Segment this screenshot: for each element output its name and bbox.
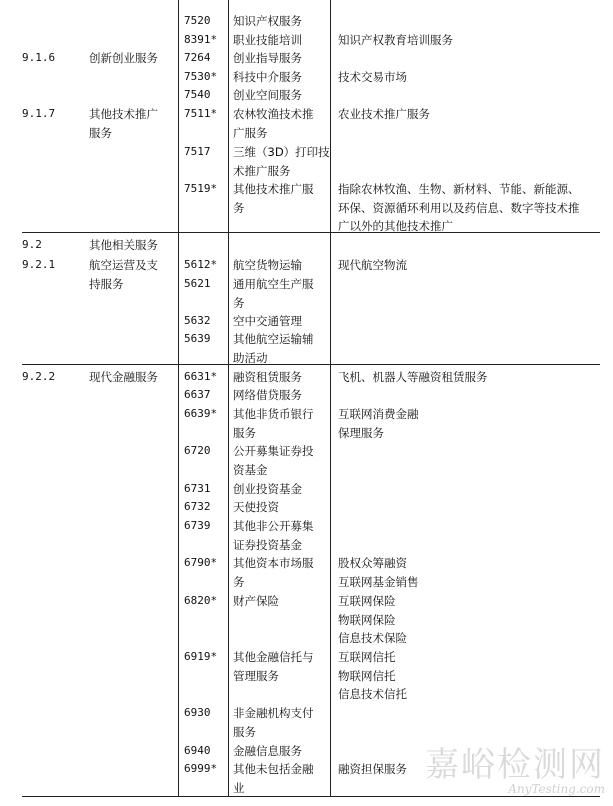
industry-name: 农林牧渔技术推 广服务 (233, 107, 314, 140)
industry-code: 7520 (184, 14, 211, 27)
industry-code: 8391* (184, 33, 218, 46)
column-divider (228, 0, 229, 796)
industry-code: 6930 (184, 706, 211, 719)
section-name: 其他相关服务 (89, 238, 158, 252)
industry-code: 6739 (184, 519, 211, 532)
description: 知识产权教育培训服务 (338, 33, 453, 47)
industry-code: 7264 (184, 51, 211, 64)
industry-name: 通用航空生产服 务 (233, 277, 314, 310)
industry-name: 创业指导服务 (233, 51, 302, 65)
industry-name: 其他资本市场服 务 (233, 556, 314, 589)
description: 技术交易市场 (338, 70, 407, 84)
section-name: 现代金融服务 (89, 370, 158, 384)
industry-name: 其他航空运输辅 助活动 (233, 332, 314, 365)
industry-code: 6720 (184, 444, 211, 457)
section-number: 9.2 (22, 238, 42, 251)
industry-name: 天使投资 (233, 500, 279, 514)
industry-code: 5612* (184, 258, 218, 271)
industry-name: 网络借贷服务 (233, 388, 302, 402)
industry-code: 6919* (184, 650, 218, 663)
industry-code: 7519* (184, 182, 218, 195)
industry-name: 三维（3D）打印技 术推广服务 (233, 145, 330, 178)
industry-name: 金融信息服务 (233, 744, 302, 758)
industry-code: 5632 (184, 314, 211, 327)
industry-name: 融资租赁服务 (233, 370, 302, 384)
section-number: 9.2.2 (22, 370, 56, 383)
industry-name: 创业空间服务 (233, 88, 302, 102)
watermark-cn: 嘉峪检测网 (425, 745, 605, 785)
section-number: 9.2.1 (22, 258, 56, 271)
description: 农业技术推广服务 (338, 107, 430, 121)
description: 互联网消费金融 保理服务 (338, 407, 419, 440)
description: 互联网保险 物联网保险 信息技术保险 (338, 594, 407, 645)
industry-name: 创业投资基金 (233, 482, 302, 496)
industry-code: 6790* (184, 556, 218, 569)
industry-code: 6999* (184, 762, 218, 775)
industry-name: 其他非货币银行 服务 (233, 407, 314, 440)
industry-name: 其他金融信托与 管理服务 (233, 650, 314, 683)
industry-code: 6940 (184, 744, 211, 757)
description: 股权众筹融资 互联网基金销售 (338, 556, 419, 589)
watermark-en: AnyTesting.com (508, 782, 605, 796)
description: 融资担保服务 (338, 762, 407, 776)
industry-name: 其他技术推广服 务 (233, 182, 314, 215)
industry-code: 6732 (184, 500, 211, 513)
section-name: 航空运营及支 持服务 (89, 258, 158, 291)
description: 互联网信托 物联网信托 信息技术信托 (338, 650, 407, 701)
watermark (425, 746, 605, 796)
industry-name: 航空货物运输 (233, 258, 302, 272)
industry-name: 财产保险 (233, 594, 279, 608)
column-divider (178, 0, 179, 796)
section-number: 9.1.7 (22, 107, 56, 120)
industry-name: 非金融机构支付 服务 (233, 706, 314, 739)
industry-code: 6731 (184, 482, 211, 495)
industry-code: 7540 (184, 88, 211, 101)
industry-code: 6639* (184, 407, 218, 420)
section-name: 创新创业服务 (89, 51, 158, 65)
industry-name: 其他非公开募集 证券投资基金 (233, 519, 314, 552)
industry-code: 7517 (184, 145, 211, 158)
industry-code: 7511* (184, 107, 218, 120)
industry-code: 6631* (184, 370, 218, 383)
industry-name: 知识产权服务 (233, 14, 302, 28)
description: 现代航空物流 (338, 258, 407, 272)
industry-name: 科技中介服务 (233, 70, 302, 84)
industry-code: 5621 (184, 277, 211, 290)
industry-code: 6820* (184, 594, 218, 607)
section-number: 9.1.6 (22, 51, 56, 64)
section-name: 其他技术推广 服务 (89, 107, 158, 140)
industry-name: 职业技能培训 (233, 33, 302, 47)
industry-code: 6637 (184, 388, 211, 401)
description: 指除农林牧渔、生物、新材料、节能、新能源、 环保、资源循环利用以及药信息、数字等技术推 广以外的其他技术推广 (338, 182, 580, 233)
industry-name: 空中交通管理 (233, 314, 302, 328)
industry-name: 其他未包括金融 业 (233, 762, 314, 795)
industry-code: 7530* (184, 70, 218, 83)
column-divider (330, 0, 331, 796)
industry-name: 公开募集证券投 资基金 (233, 444, 314, 477)
industry-code: 5639 (184, 332, 211, 345)
description: 飞机、机器人等融资租赁服务 (338, 370, 488, 384)
